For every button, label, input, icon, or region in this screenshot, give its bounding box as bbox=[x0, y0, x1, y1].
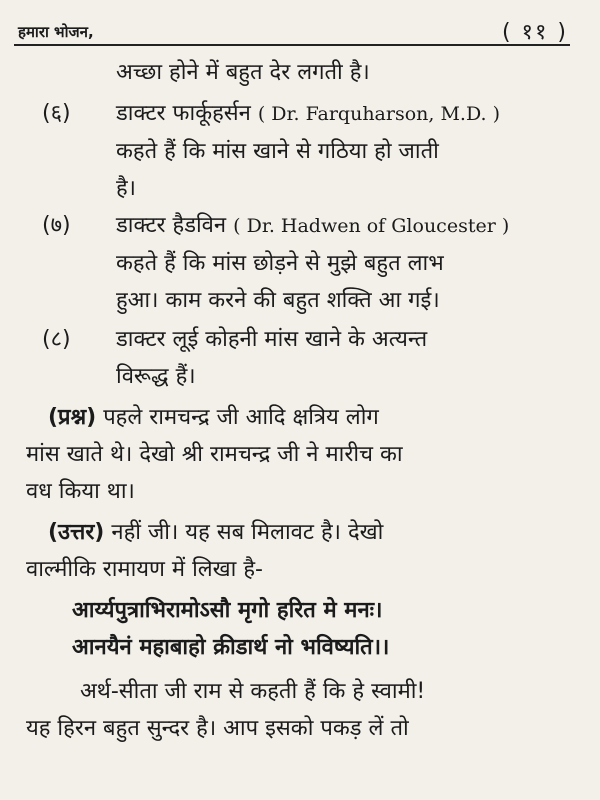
verse-line-2: आनयैनं महाबाहो क्रीडार्थ नो भविष्यति।। bbox=[72, 635, 390, 660]
text-line: मांस खाते थे। देखो श्री रामचन्द्र जी ने मारीच का bbox=[26, 442, 403, 467]
text-line: यह हिरन बहुत सुन्दर है। आप इसको पकड़ लें तो bbox=[26, 716, 409, 741]
doctor-name: डाक्टर फार्कूहर्सन bbox=[116, 101, 251, 126]
doctor-name-english: ( Dr. Farquharson, M.D. ) bbox=[257, 103, 501, 125]
answer-line bbox=[48, 518, 383, 548]
page-number: ( ११ ) bbox=[501, 20, 568, 45]
text-line: वध किया था। bbox=[26, 479, 135, 504]
doctor-name: डाक्टर हैडविन bbox=[116, 213, 227, 238]
item-number-7: (७) bbox=[42, 213, 71, 238]
verse-line-1: आर्य्यपुत्राभिरामोऽसौ मृगो हरित मे मनः। bbox=[72, 598, 383, 623]
text-line: है। bbox=[116, 176, 137, 201]
text-line: डाक्टर लूई कोहनी मांस खाने के अत्यन्त bbox=[116, 327, 428, 352]
item-number-8: (८) bbox=[42, 327, 71, 352]
page-header bbox=[14, 14, 570, 46]
text-line: अर्थ-सीता जी राम से कहती हैं कि हे स्वामी! bbox=[80, 679, 426, 704]
answer-label: (उत्तर) bbox=[48, 520, 105, 545]
text-line: वाल्मीकि रामायण में लिखा है- bbox=[26, 557, 263, 582]
text-line: विरूद्ध हैं। bbox=[116, 364, 196, 389]
text-line: कहते हैं कि मांस छोड़ने से मुझे बहुत लाभ bbox=[116, 251, 444, 276]
item-number-6: (६) bbox=[42, 101, 71, 126]
question-text: पहले रामचन्द्र जी आदि क्षत्रिय लोग bbox=[103, 405, 379, 430]
item6-heading bbox=[116, 99, 500, 129]
text-line: हुआ। काम करने की बहुत शक्ति आ गई। bbox=[116, 288, 440, 313]
doctor-name-english: ( Dr. Hadwen of Gloucester ) bbox=[233, 215, 510, 237]
answer-text: नहीं जी। यह सब मिलावट है। देखो bbox=[111, 520, 384, 545]
question-label: (प्रश्न) bbox=[48, 405, 97, 430]
text-line: अच्छा होने में बहुत देर लगती है। bbox=[116, 60, 370, 85]
question-line bbox=[48, 403, 379, 433]
running-title: हमारा भोजन, bbox=[18, 23, 94, 41]
text-line: कहते हैं कि मांस खाने से गठिया हो जाती bbox=[116, 139, 439, 164]
item7-heading bbox=[116, 211, 509, 241]
